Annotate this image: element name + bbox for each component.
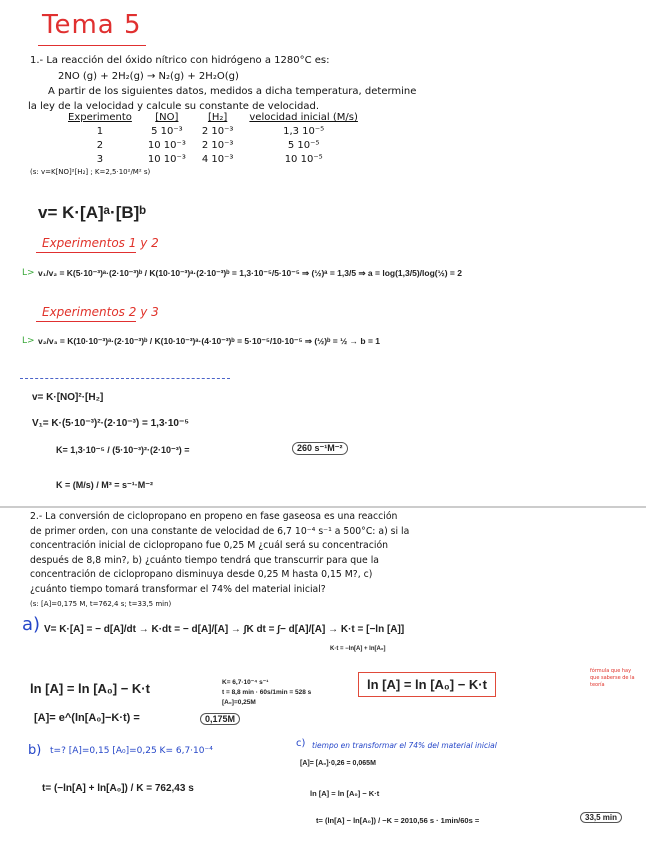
data-table <box>60 111 366 167</box>
separator <box>20 378 230 379</box>
bullet: L> <box>22 336 35 346</box>
data-k: K= 6,7·10⁻⁴ s⁻¹ <box>222 679 269 686</box>
part-a-derivation: V= K·[A] = − d[A]/dt → K·dt = − d[A]/[A] → ∫K dt = ∫− d[A]/[A] → K·t = [−ln [A]] <box>44 624 405 635</box>
col-header: Experimento <box>68 112 132 123</box>
exp-equation: [A]= e^(ln[A₀]−K·t) = <box>34 712 140 724</box>
bullet: L> <box>22 268 35 278</box>
cell: 10 10⁻⁵ <box>284 154 323 165</box>
problem1-line: A partir de los siguientes datos, medidos a dicha temperatura, determine <box>48 86 417 97</box>
part-a-label: a) <box>22 614 41 635</box>
problem2-line: ¿cuánto tiempo tomará transformar el 74% del material inicial? <box>30 583 326 595</box>
problem2-line: concentración inicial de ciclopropano fue 0,25 M ¿cuál será su concentración <box>30 540 389 551</box>
part-c-result: 33,5 min <box>580 812 622 823</box>
cell: 2 10⁻³ <box>201 126 234 137</box>
k-units: K = (M/s) / M³ = s⁻¹·M⁻² <box>56 480 154 490</box>
part-a-result: 0,175M <box>200 713 240 725</box>
cell: 3 <box>96 154 104 165</box>
exp23-equation: v₂/v₃ = K(10·10⁻³)ᵃ·(2·10⁻³)ᵇ / K(10·10⁻³)ᵃ·(4·10⁻³)ᵇ = 5·10⁻⁵/10·10⁻⁵ ⇒ (½)ᵇ = ½ → b = 1 <box>38 336 381 346</box>
col-header: [H₂] <box>207 112 228 123</box>
problem2-line: de primer orden, con una constante de velocidad de 6,7 10⁻⁴ s⁻¹ a 500°C: a) si la <box>30 525 410 537</box>
problem2-line: después de 8,8 min?, b) ¿cuánto tiempo tendrá que transcurrir para que la <box>30 554 379 566</box>
data-a0: [A₀]=0,25M <box>222 699 256 706</box>
col-header: velocidad inicial (M/s) <box>249 112 358 123</box>
red-annotation: fórmula que hay que saberse de la teoría <box>590 668 635 688</box>
exp23-heading: Experimentos 2 y 3 <box>42 305 159 319</box>
ln-equation: ln [A] = ln [A₀] − K·t <box>30 681 150 696</box>
problem2-text <box>30 510 409 612</box>
part-c-conc: [A]= [A₀]·0,26 = 0,065M <box>300 760 376 767</box>
table-row <box>60 125 366 139</box>
rate-law-final: v= K·[NO]²·[H₂] <box>32 392 104 403</box>
table-row <box>60 139 366 153</box>
cell: 4 10⁻³ <box>201 154 234 165</box>
k-calc: K= 1,3·10⁻⁵ / (5·10⁻³)²·(2·10⁻³) = <box>56 445 190 455</box>
problem2-line: 2.- La conversión de ciclopropano en propeno en fase gaseosa es una reacción <box>30 511 398 522</box>
cell: 2 10⁻³ <box>201 140 234 151</box>
title-underline <box>38 45 146 46</box>
table-row <box>60 153 366 167</box>
problem2-solution: (s: [A]=0,175 M, t=762,4 s; t=33,5 min) <box>30 600 172 608</box>
part-b-given: t=? [A]=0,15 [A₀]=0,25 K= 6,7·10⁻⁴ <box>50 746 213 756</box>
part-b-label: b) <box>28 743 42 758</box>
part-b-equation: t= (−ln[A] + ln[A₀]) / K = 762,43 s <box>42 783 194 794</box>
cell: 10 10⁻³ <box>147 154 186 165</box>
problem1-solution: (s: v=K[NO]²[H₂] ; K=2,5·10²/M² s) <box>30 168 151 176</box>
part-c-label: c) <box>296 738 306 749</box>
divider <box>0 506 646 508</box>
exp12-equation: v₁/v₂ = K(5·10⁻³)ᵃ·(2·10⁻³)ᵇ / K(10·10⁻³)ᵃ·(2·10⁻³)ᵇ = 1,3·10⁻⁵/5·10⁻⁵ ⇒ (½)ᵃ = 1,3/5 ⇒ a = log(1,3/5)/log(½) = 2 <box>38 268 462 278</box>
exp23-underline <box>36 321 136 322</box>
cell: 2 <box>96 140 104 151</box>
boxed-formula: ln [A] = ln [A₀] − K·t <box>358 672 496 697</box>
problem1-equation: 2NO (g) + 2H₂(g) → N₂(g) + 2H₂O(g) <box>58 71 239 82</box>
part-a-data <box>222 678 311 708</box>
cell: 5 10⁻⁵ <box>287 140 320 151</box>
part-c-equation: t= (ln[A] − ln[A₀]) / −K = 2010,56 s · 1min/60s = <box>316 816 480 825</box>
part-a-derivation2: K·t = −ln[A] + ln[A₀] <box>330 646 386 652</box>
k-result: 260 s⁻¹M⁻² <box>292 442 348 455</box>
problem2-line: concentración de ciclopropano disminuya desde 0,25 M hasta 0,15 M?, c) <box>30 569 373 580</box>
page-title: Tema 5 <box>42 10 142 40</box>
part-c-heading: tiempo en transformar el 74% del material inicial <box>312 741 497 750</box>
rate-law: v= K·[A]ᵃ·[B]ᵇ <box>38 203 146 222</box>
cell: 1 <box>96 126 104 137</box>
data-t: t = 8,8 min · 60s/1min = 528 s <box>222 689 312 696</box>
cell: 5 10⁻³ <box>151 126 183 137</box>
exp12-heading: Experimentos 1 y 2 <box>42 236 159 250</box>
col-header: [NO] <box>155 112 179 123</box>
cell: 1,3 10⁻⁵ <box>283 126 325 137</box>
part-c-ln: ln [A] = ln [A₀] − K·t <box>310 789 380 798</box>
exp12-underline <box>36 252 136 253</box>
v1-equation: V₁= K·(5·10⁻³)²·(2·10⁻³) = 1,3·10⁻⁵ <box>32 418 189 429</box>
problem1-line: la ley de la velocidad y calcule su constante de velocidad. <box>28 101 320 112</box>
problem1-line: 1.- La reacción del óxido nítrico con hidrógeno a 1280°C es: <box>30 55 330 66</box>
cell: 10 10⁻³ <box>147 140 186 151</box>
